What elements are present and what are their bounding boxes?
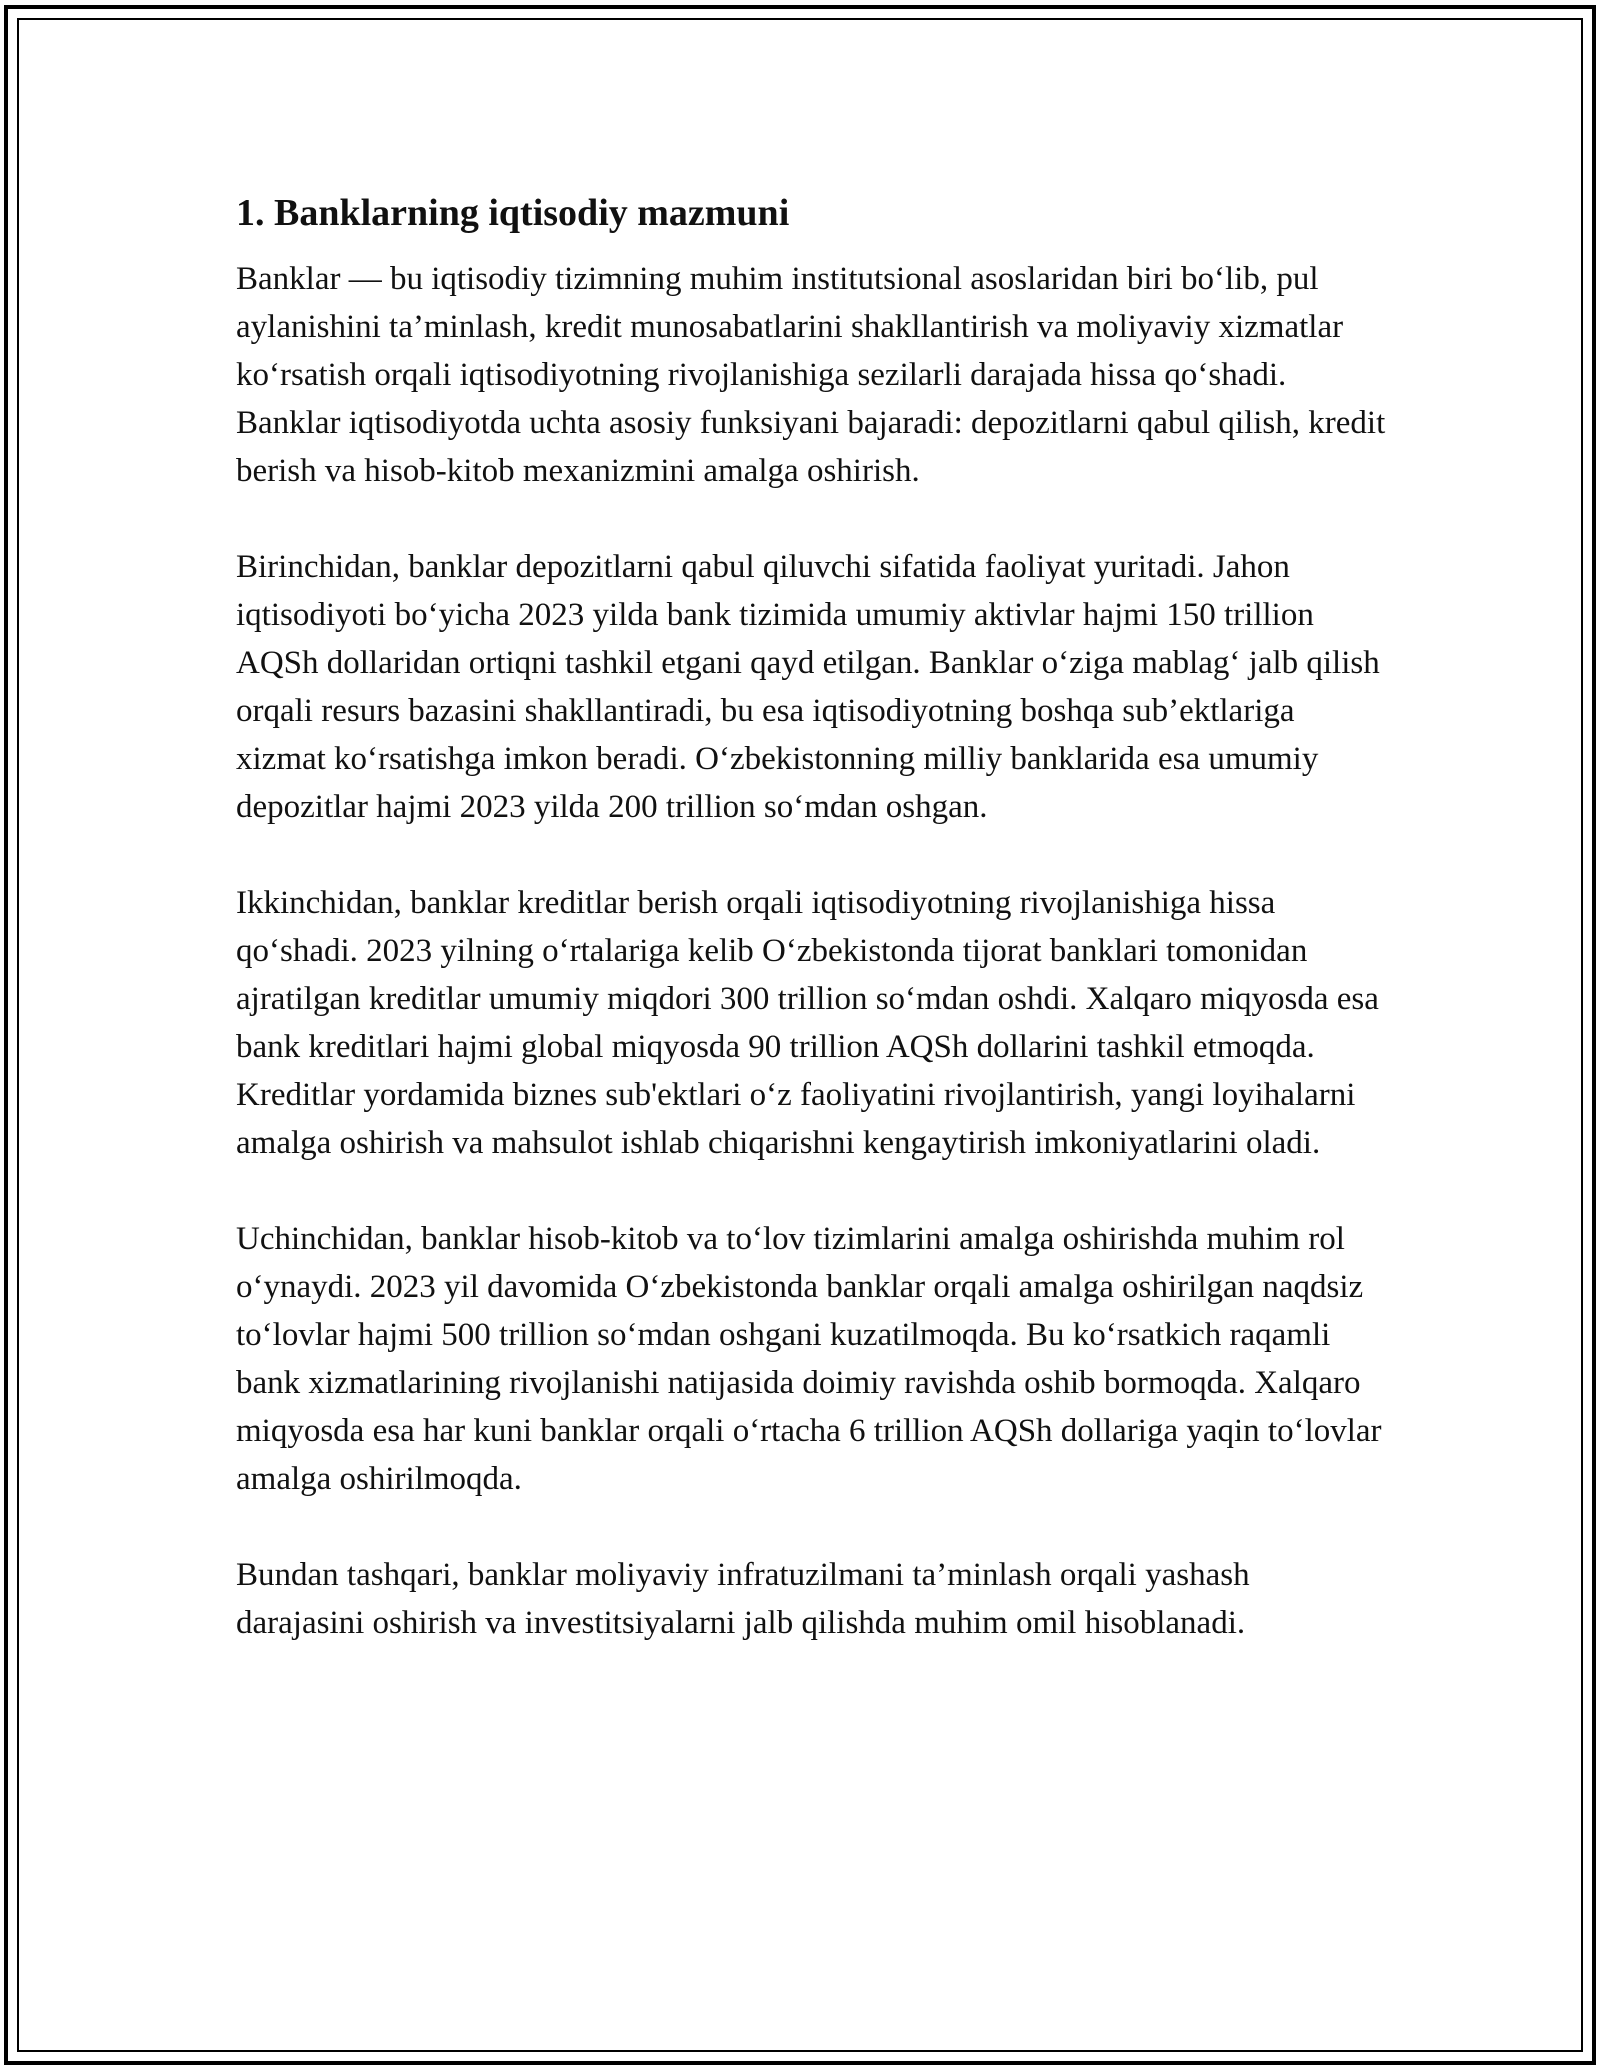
paragraph-deposits: Birinchidan, banklar depozitlarni qabul qiluvchi sifatida faoliyat yuritadi. Jahon iqtisodiyoti bo‘yicha 2023 yilda bank tizimida umumiy aktivlar hajmi 150 trillion AQSh dollaridan ortiqni tashkil etgani qayd etilgan. Banklar o‘ziga mablag‘ jalb qilish orqali resurs bazasini shakllantiradi, bu esa iqtisodiyotning boshqa sub’ektlariga xizmat ko‘rsatishga imkon beradi. O‘zbekistonning milliy banklarida esa umumiy depozitlar hajmi 2023 yilda 200 trillion so‘mdan oshgan. [236, 549, 1380, 825]
paragraph-intro: Banklar — bu iqtisodiy tizimning muhim institutsional asoslaridan biri bo‘lib, pul aylanishini ta’minlash, kredit munosabatlarini shakllantirish va moliyaviy xizmatlar ko‘rsatish orqali iqtisodiyotning rivojlanishiga sezilarli darajada hissa qo‘shadi. Banklar iqtisodiyotda uchta asosiy funksiyani bajaradi: depozitlarni qabul qilish, kredit berish va hisob-kitob mexanizmini amalga oshirish. [236, 261, 1386, 489]
paragraph-credits: Ikkinchidan, banklar kreditlar berish orqali iqtisodiyotning rivojlanishiga hissa qo‘shadi. 2023 yilning o‘rtalariga kelib O‘zbekistonda tijorat banklari tomonidan ajratilgan kreditlar umumiy miqdori 300 trillion so‘mdan oshdi. Xalqaro miqyosda esa bank kreditlari hajmi global miqyosda 90 trillion AQSh dollarini tashkil etmoqda. Kreditlar yordamida biznes sub'ektlari o‘z faoliyatini rivojlantirish, yangi loyihalarni amalga oshirish va mahsulot ishlab chiqarishni kengaytirish imkoniyatlarini oladi. [236, 885, 1379, 1161]
paragraph-payments: Uchinchidan, banklar hisob-kitob va to‘lov tizimlarini amalga oshirishda muhim rol o‘ynaydi. 2023 yil davomida O‘zbekistonda banklar orqali amalga oshirilgan naqdsiz to‘lovlar hajmi 500 trillion so‘mdan oshgani kuzatilmoqda. Bu ko‘rsatkich raqamli bank xizmatlarining rivojlanishi natijasida doimiy ravishda oshib bormoqda. Xalqaro miqyosda esa har kuni banklar orqali o‘rtacha 6 trillion AQSh dollariga yaqin to‘lovlar amalga oshirilmoqda. [236, 1221, 1382, 1497]
section-heading: 1. Banklarning iqtisodiy mazmuni [236, 192, 790, 234]
paragraph-conclusion: Bundan tashqari, banklar moliyaviy infratuzilmani ta’minlash orqali yashash darajasini oshirish va investitsiyalarni jalb qilishda muhim omil hisoblanadi. [236, 1557, 1250, 1641]
document-body [236, 185, 1386, 1695]
